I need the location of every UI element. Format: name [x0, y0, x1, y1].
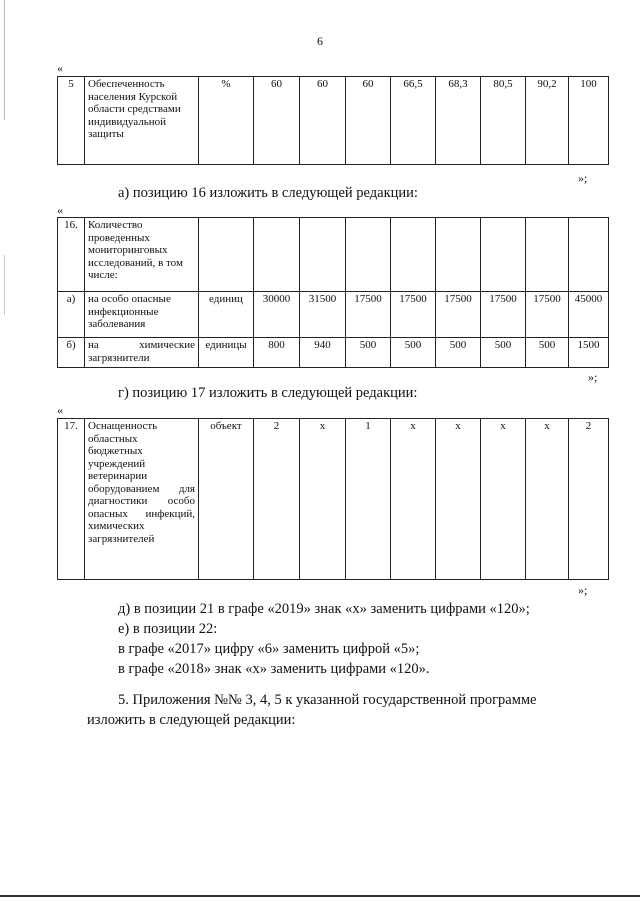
cell-name: Оснащенность областных бюджетных учреждений ветеринарии оборудованием для диагностики особо опасных инфекций, химических загрязнителей [85, 419, 199, 580]
table-row [58, 218, 609, 292]
cell-value [346, 218, 391, 292]
cell-num: 17. [58, 419, 85, 580]
cell-value: 17500 [346, 292, 391, 338]
close-quote: »; [578, 171, 588, 185]
scan-edge-line [4, 0, 5, 120]
cell-value: х [391, 419, 436, 580]
cell-value: 100 [569, 77, 609, 165]
cell-value: 30000 [254, 292, 300, 338]
cell-value [436, 218, 481, 292]
cell-value: х [300, 419, 346, 580]
cell-num: 16. [58, 218, 85, 292]
table-row [58, 338, 609, 368]
cell-value: 500 [481, 338, 526, 368]
cell-name: на химические загрязнители [85, 338, 199, 368]
cell-value: 17500 [391, 292, 436, 338]
cell-unit: единиц [199, 292, 254, 338]
cell-value [300, 218, 346, 292]
cell-num: а) [58, 292, 85, 338]
cell-value: 2 [254, 419, 300, 580]
cell-value: х [526, 419, 569, 580]
table-position-5 [57, 76, 609, 165]
paragraph-e-2: в графе «2018» знак «х» заменить цифрами «120». [118, 661, 430, 677]
cell-value: 60 [254, 77, 300, 165]
cell-value [481, 218, 526, 292]
table-row [58, 77, 609, 165]
cell-unit [199, 218, 254, 292]
cell-num: 5 [58, 77, 85, 165]
table-position-17 [57, 418, 609, 580]
paragraph-g: г) позицию 17 изложить в следующей редакции: [118, 385, 418, 401]
paragraph-e: е) в позиции 22: [118, 621, 218, 637]
cell-unit: % [199, 77, 254, 165]
cell-value: 80,5 [481, 77, 526, 165]
cell-value: 60 [346, 77, 391, 165]
cell-value [526, 218, 569, 292]
cell-name: Обеспеченность населения Курской области средствами индивидуальной защиты [85, 77, 199, 165]
table-position-16 [57, 217, 609, 368]
paragraph-5-line-2: изложить в следующей редакции: [87, 712, 296, 728]
cell-value: 17500 [436, 292, 481, 338]
cell-value: 45000 [569, 292, 609, 338]
cell-name: Количество проведенных мониторинговых исследований, в том числе: [85, 218, 199, 292]
cell-value: х [481, 419, 526, 580]
open-quote: « [57, 203, 63, 217]
cell-value: 90,2 [526, 77, 569, 165]
open-quote: « [57, 403, 63, 417]
cell-value: 17500 [526, 292, 569, 338]
cell-value: 940 [300, 338, 346, 368]
table-row [58, 419, 609, 580]
cell-value: 500 [526, 338, 569, 368]
cell-value: 66,5 [391, 77, 436, 165]
cell-value: 500 [391, 338, 436, 368]
paragraph-d: д) в позиции 21 в графе «2019» знак «х» заменить цифрами «120»; [118, 601, 530, 617]
scan-edge-line [4, 255, 5, 315]
page-number: 6 [317, 34, 323, 48]
open-quote: « [57, 61, 63, 75]
cell-value: 31500 [300, 292, 346, 338]
cell-value: 1500 [569, 338, 609, 368]
cell-value: 500 [346, 338, 391, 368]
close-quote: »; [588, 370, 598, 384]
paragraph-e-1: в графе «2017» цифру «6» заменить цифрой «5»; [118, 641, 420, 657]
cell-name: на особо опасные инфекционные заболевания [85, 292, 199, 338]
cell-value: 800 [254, 338, 300, 368]
table-row [58, 292, 609, 338]
cell-value: 68,3 [436, 77, 481, 165]
cell-value: 60 [300, 77, 346, 165]
paragraph-a: а) позицию 16 изложить в следующей редакции: [118, 185, 418, 201]
cell-num: б) [58, 338, 85, 368]
cell-unit: объект [199, 419, 254, 580]
cell-unit: единицы [199, 338, 254, 368]
cell-value [254, 218, 300, 292]
cell-value: 2 [569, 419, 609, 580]
cell-value [569, 218, 609, 292]
paragraph-5-line-1: 5. Приложения №№ 3, 4, 5 к указанной государственной программе [118, 692, 537, 708]
cell-value: 1 [346, 419, 391, 580]
bottom-rule [0, 895, 640, 897]
cell-value: 17500 [481, 292, 526, 338]
cell-value [391, 218, 436, 292]
cell-value: х [436, 419, 481, 580]
cell-value: 500 [436, 338, 481, 368]
close-quote: »; [578, 583, 588, 597]
